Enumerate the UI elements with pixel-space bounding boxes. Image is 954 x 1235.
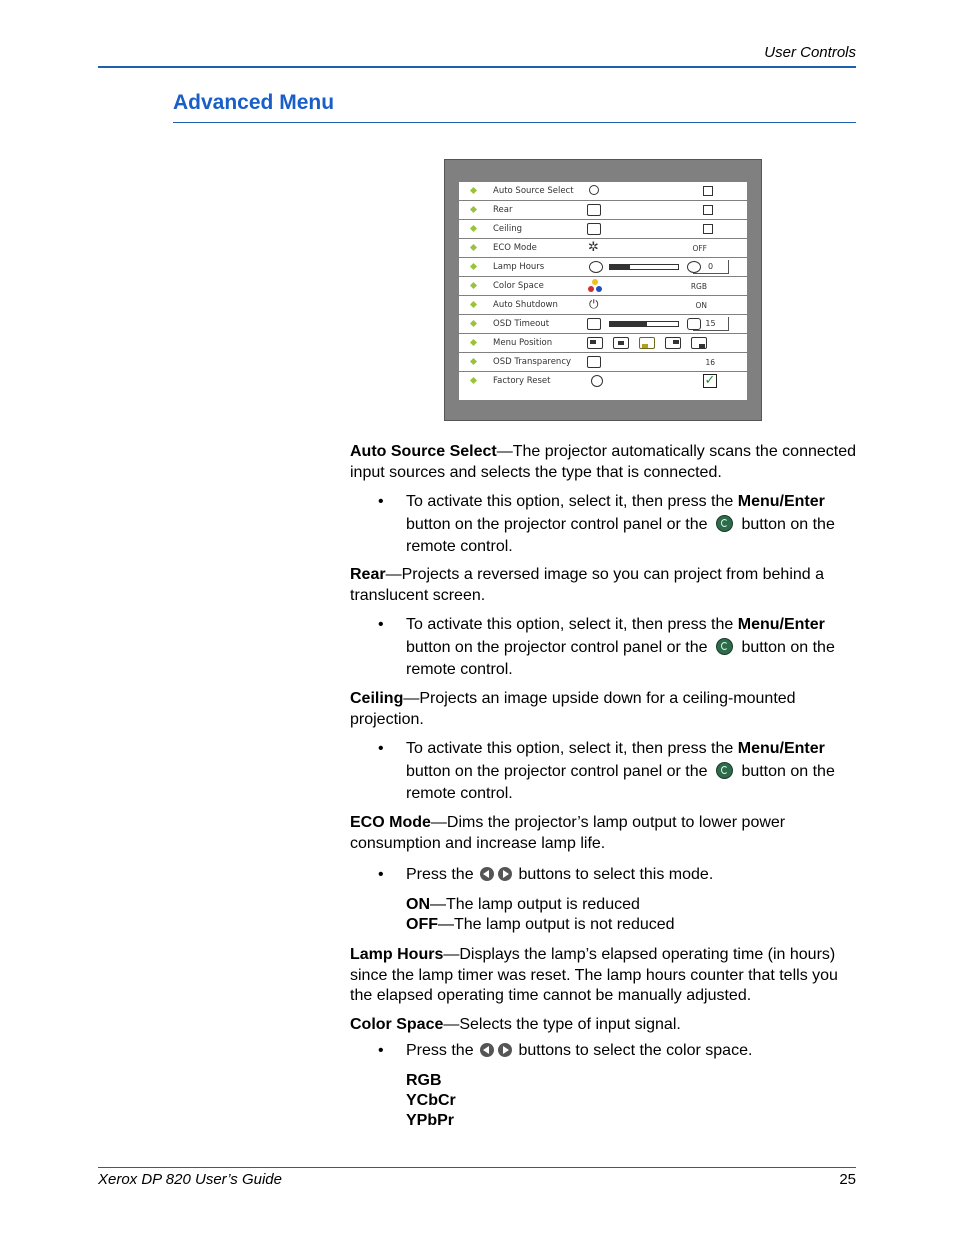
bullet-icon xyxy=(470,320,477,327)
term: Auto Source Select xyxy=(350,443,497,460)
running-header: User Controls xyxy=(764,44,856,61)
bullet-text: button on the remote control. xyxy=(406,762,835,802)
color-space-paragraph xyxy=(350,1015,856,1036)
monitor-icon xyxy=(587,318,601,330)
bullet-icon xyxy=(470,263,477,270)
position-bottom-right-icon xyxy=(691,337,707,349)
key-name: Menu/Enter xyxy=(737,493,825,510)
bullet-icon xyxy=(470,282,477,289)
description: —Selects the type of input signal. xyxy=(443,1016,681,1033)
description: —The lamp output is reduced xyxy=(430,896,640,913)
color-space-icon xyxy=(588,279,602,293)
osd-value: RGB xyxy=(690,282,707,291)
osd-row-osd-transparency xyxy=(459,353,747,372)
eco-on-line xyxy=(406,895,640,916)
description: —Projects a reversed image so you can project from behind a translucent screen. xyxy=(350,566,825,604)
osd-timeout-bar xyxy=(609,321,679,327)
osd-timeout-fill xyxy=(610,322,647,326)
ceiling-bullet xyxy=(350,738,856,806)
osd-value: ON xyxy=(695,301,707,310)
key-name: Menu/Enter xyxy=(737,740,825,757)
remote-enter-icon xyxy=(716,762,733,779)
description: —Projects an image upside down for a ceiling-mounted projection. xyxy=(350,690,796,728)
lamp-hours-bar xyxy=(609,264,679,270)
term: Ceiling xyxy=(350,690,404,707)
checkmark-icon: ✓ xyxy=(704,373,716,388)
osd-label: OSD Timeout xyxy=(493,319,550,329)
wrench-icon xyxy=(589,185,599,195)
osd-label: Ceiling xyxy=(493,224,523,234)
bullet-dot: • xyxy=(378,866,384,883)
bullet-text: buttons to select the color space. xyxy=(518,1042,753,1059)
bullet-dot: • xyxy=(378,616,384,633)
bullet-icon xyxy=(470,187,477,194)
title-rule xyxy=(173,122,856,123)
auto-source-paragraph xyxy=(350,442,856,483)
osd-row-auto-shutdown xyxy=(459,296,747,315)
bullet-icon xyxy=(470,358,477,365)
color-option-rgb: RGB xyxy=(406,1072,442,1089)
bullet-text: To activate this option, select it, then press the xyxy=(406,616,738,633)
eco-off-line xyxy=(406,915,675,936)
key-name: Menu/Enter xyxy=(737,616,825,633)
osd-value: 0 xyxy=(693,260,729,274)
description: —The lamp output is not reduced xyxy=(438,916,675,933)
position-top-right-icon xyxy=(665,337,681,349)
term: Rear xyxy=(350,566,386,583)
osd-row-rear xyxy=(459,201,747,220)
eco-icon: ✲ xyxy=(588,240,599,255)
osd-label: ECO Mode xyxy=(493,243,537,253)
reset-icon xyxy=(591,375,603,387)
osd-value: OFF xyxy=(692,244,707,253)
bullet-text: buttons to select this mode. xyxy=(518,866,714,883)
bullet-icon xyxy=(470,301,477,308)
header-rule xyxy=(98,66,856,68)
color-space-bullet xyxy=(350,1040,856,1063)
left-arrow-icon xyxy=(480,1043,494,1057)
bullet-icon xyxy=(470,225,477,232)
term: OFF xyxy=(406,916,438,933)
osd-label: Rear xyxy=(493,205,513,215)
checkbox-icon xyxy=(703,186,713,196)
auto-source-bullet xyxy=(350,491,856,559)
osd-label: Menu Position xyxy=(493,338,553,348)
bullet-icon xyxy=(470,244,477,251)
osd-label: Lamp Hours xyxy=(493,262,545,272)
page-number: 25 xyxy=(839,1171,856,1188)
osd-row-auto-source xyxy=(459,182,747,201)
bullet-text: button on the projector control panel or the xyxy=(406,762,708,780)
rear-bullet xyxy=(350,614,856,682)
position-center-icon xyxy=(613,337,629,349)
right-arrow-icon xyxy=(498,867,512,881)
bullet-dot: • xyxy=(378,493,384,510)
position-top-left-icon xyxy=(587,337,603,349)
osd-row-osd-timeout xyxy=(459,315,747,334)
bullet-text: To activate this option, select it, then press the xyxy=(406,493,738,510)
ceiling-paragraph xyxy=(350,689,856,730)
eco-bullet xyxy=(350,864,856,887)
bullet-icon xyxy=(470,206,477,213)
checkbox-icon xyxy=(703,205,713,215)
osd-row-lamp-hours xyxy=(459,258,747,277)
osd-row-color-space xyxy=(459,277,747,296)
remote-enter-icon xyxy=(716,638,733,655)
osd-label: Auto Shutdown xyxy=(493,300,558,310)
bullet-text: button on the projector control panel or the xyxy=(406,638,708,656)
bullet-icon xyxy=(470,377,477,384)
lamp-hours-paragraph xyxy=(350,945,856,1007)
bullet-text: button on the projector control panel or the xyxy=(406,515,708,533)
color-option-ypbpr: YPbPr xyxy=(406,1112,455,1129)
description: —Displays the lamp’s elapsed operating time (in hours) since the lamp timer was reset. The lamp hours counter that tells you the elapsed operating time cannot be manually adjusted. xyxy=(350,946,838,1004)
rear-projection-icon xyxy=(587,204,601,216)
osd-label: Color Space xyxy=(493,281,544,291)
footer-rule xyxy=(98,1167,856,1168)
osd-label: Factory Reset xyxy=(493,376,551,386)
osd-label: OSD Transparency xyxy=(493,357,572,367)
color-option-ycbcr: YCbCr xyxy=(406,1092,456,1109)
bullet-text: Press the xyxy=(406,1042,474,1059)
position-bottom-left-icon xyxy=(639,337,655,349)
bullet-text: Press the xyxy=(406,866,474,883)
osd-value: 15 xyxy=(693,317,729,331)
bullet-text: button on the remote control. xyxy=(406,638,835,678)
term: ON xyxy=(406,896,430,913)
lamp-hours-fill xyxy=(610,265,630,269)
bullet-text: button on the remote control. xyxy=(406,515,835,555)
power-icon: ⏻ xyxy=(589,297,599,311)
osd-row-eco xyxy=(459,239,747,258)
osd-row-factory-reset xyxy=(459,372,747,391)
ceiling-projection-icon xyxy=(587,223,601,235)
footer-guide-title: Xerox DP 820 User’s Guide xyxy=(98,1171,282,1188)
advanced-menu-osd-screenshot xyxy=(444,159,762,421)
rear-paragraph xyxy=(350,565,856,606)
osd-panel xyxy=(459,182,747,400)
remote-enter-icon xyxy=(716,515,733,532)
osd-row-ceiling xyxy=(459,220,747,239)
bullet-text: To activate this option, select it, then press the xyxy=(406,740,738,757)
right-arrow-icon xyxy=(498,1043,512,1057)
page-title: Advanced Menu xyxy=(173,91,335,114)
osd-label: Auto Source Select xyxy=(493,186,574,196)
bullet-dot: • xyxy=(378,740,384,757)
description: —The projector automatically scans the connected input sources and selects the type that is connected. xyxy=(350,443,856,481)
term: Color Space xyxy=(350,1016,444,1033)
description: —Dims the projector’s lamp output to lower power consumption and increase lamp life. xyxy=(350,814,786,852)
term: ECO Mode xyxy=(350,814,431,831)
monitor-icon xyxy=(587,356,601,368)
eco-paragraph xyxy=(350,813,856,854)
term: Lamp Hours xyxy=(350,946,444,963)
osd-value: 16 xyxy=(705,358,715,367)
osd-row-menu-position xyxy=(459,334,747,353)
checkbox-icon xyxy=(703,224,713,234)
left-arrow-icon xyxy=(480,867,494,881)
lamp-icon xyxy=(589,261,603,273)
bullet-dot: • xyxy=(378,1042,384,1059)
bullet-icon xyxy=(470,339,477,346)
